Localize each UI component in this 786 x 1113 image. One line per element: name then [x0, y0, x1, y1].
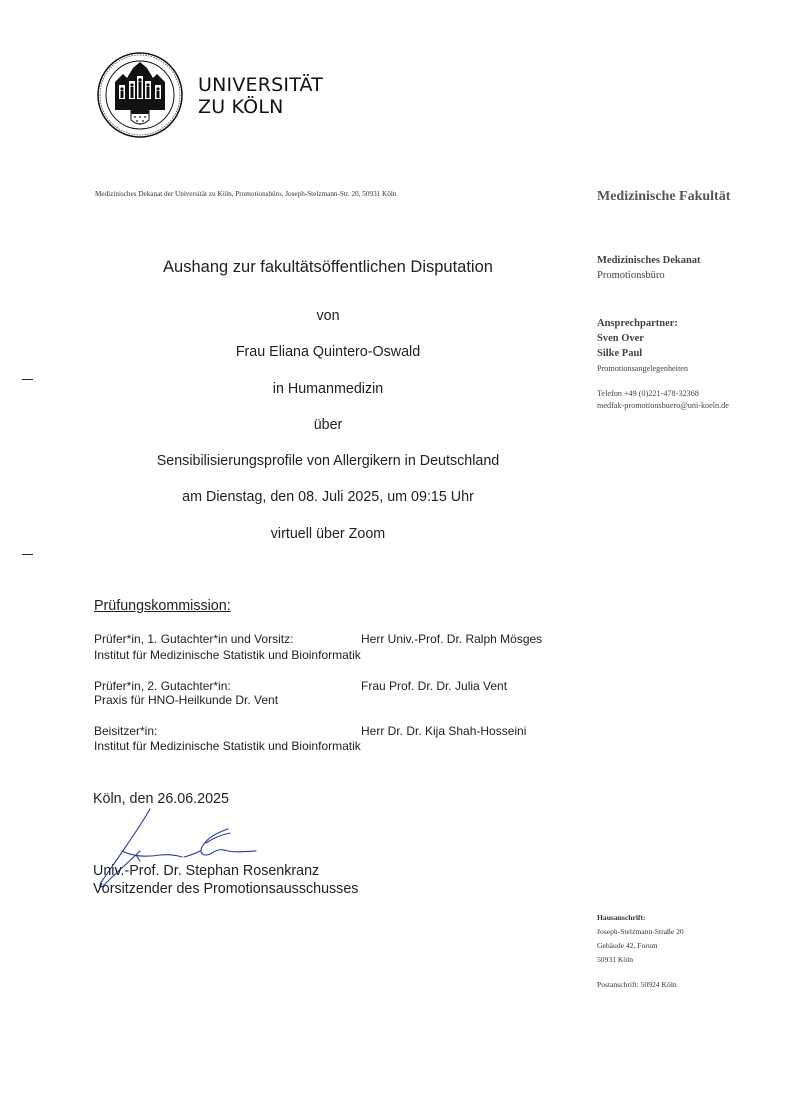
member-2-institute: Praxis für HNO-Heilkunde Dr. Vent [94, 693, 279, 707]
announcement-title: Aushang zur fakultätsöffentlichen Disputation [163, 258, 493, 276]
member-3-role: Beisitzer*in: [94, 724, 158, 738]
department-name: Medizinisches Dekanat [597, 255, 701, 266]
member-1-institute: Institut für Medizinische Statistik und Bioinformatik [94, 648, 361, 662]
member-3-name: Herr Dr. Dr. Kija Shah-Hosseini [361, 724, 527, 738]
ueber-label: über [313, 417, 343, 433]
contact-heading: Ansprechpartner: [597, 318, 678, 329]
office-name: Promotionsbüro [597, 270, 665, 281]
university-seal-logo [97, 52, 183, 138]
thesis-topic: Sensibilisierungsprofile von Allergikern in Deutschland [156, 453, 500, 469]
fold-mark [22, 554, 33, 555]
committee-heading: Prüfungskommission: [94, 598, 231, 614]
member-2-name: Frau Prof. Dr. Dr. Julia Vent [361, 679, 508, 693]
disputation-location: virtuell über Zoom [270, 526, 386, 542]
contact-phone: Telefon +49 (0)221-478-32368 [597, 389, 699, 398]
university-name [198, 74, 323, 118]
member-1-role: Prüfer*in, 1. Gutachter*in und Vorsitz: [94, 632, 294, 646]
fold-mark [22, 379, 33, 380]
disputation-datetime: am Dienstag, den 08. Juli 2025, um 09:15 Uhr [182, 489, 474, 505]
candidate-name: Frau Eliana Quintero-Oswald [235, 344, 421, 360]
member-1-name: Herr Univ.-Prof. Dr. Ralph Mösges [361, 632, 543, 646]
contact-email[interactable]: medfak-promotionsbuero@uni-koeln.de [597, 401, 729, 410]
contact-person-1: Sven Over [597, 333, 644, 344]
member-2-role: Prüfer*in, 2. Gutachter*in: [94, 679, 231, 693]
address-city: 50931 Köln [597, 955, 634, 964]
document-date: Köln, den 26.06.2025 [93, 791, 229, 807]
sender-address-line: Medizinisches Dekanat der Universität zu Köln, Promotionsbüro, Joseph-Stelzmann-Str. 20, 50931 Köln [95, 190, 397, 198]
von-label: von [316, 308, 340, 324]
university-name-line-1: UNIVERSITÄT [198, 74, 324, 96]
address-building: Gebäude 42, Forum [597, 941, 658, 950]
address-heading: Hausanschrift: [597, 913, 646, 922]
signer-role: Vorsitzender des Promotionsausschusses [93, 881, 359, 897]
university-name-line-2: ZU KÖLN [198, 96, 284, 118]
contact-subject: Promotionsangelegenheiten [597, 364, 688, 373]
contact-person-2: Silke Paul [597, 348, 643, 359]
signer-name: Univ.-Prof. Dr. Stephan Rosenkranz [93, 863, 320, 879]
faculty-name: Medizinische Fakultät [597, 189, 731, 204]
member-3-institute: Institut für Medizinische Statistik und Bioinformatik [94, 739, 361, 753]
degree-field: in Humanmedizin [272, 381, 384, 397]
postal-address: Postanschrift: 50924 Köln [597, 980, 677, 989]
address-street: Joseph-Stelzmann-Straße 20 [597, 927, 684, 936]
